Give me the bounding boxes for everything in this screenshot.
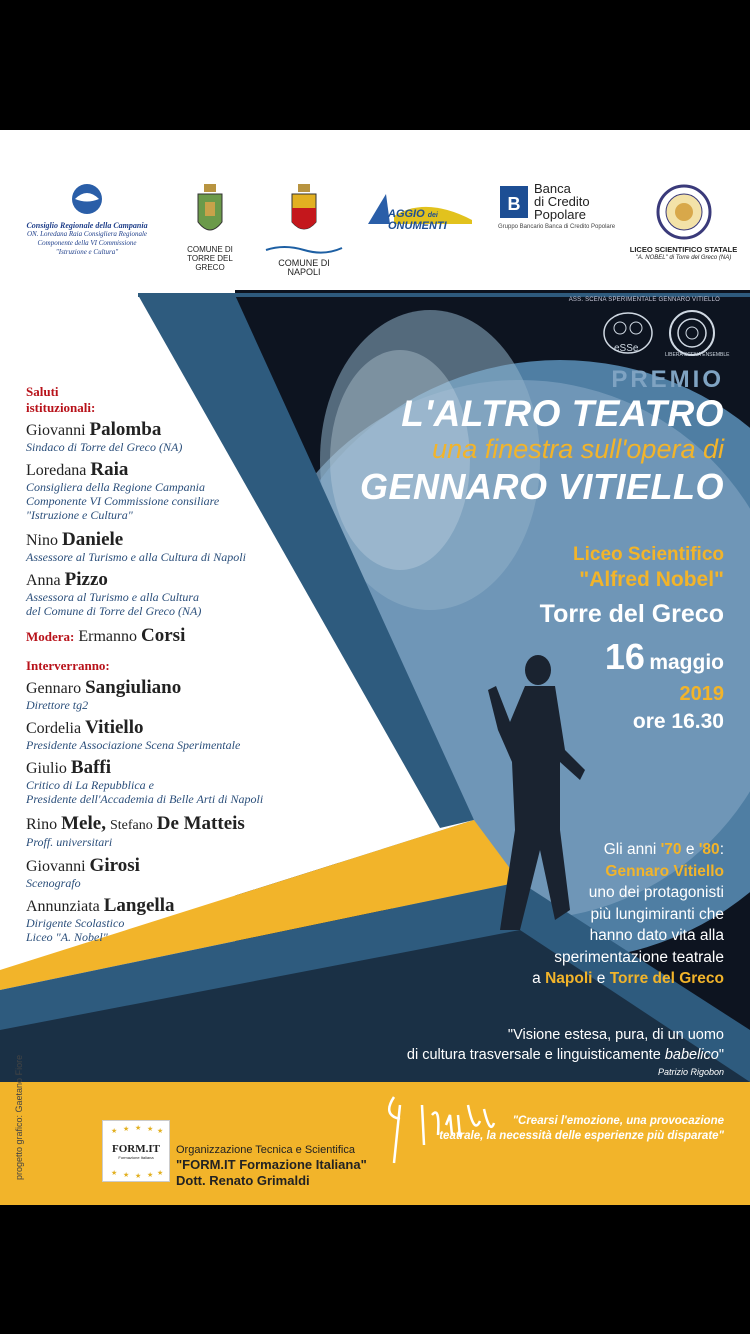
svg-text:★: ★ [147,1125,154,1133]
logo-comune-napoli [262,182,346,277]
logo-consiglio-line2: ON. Loredana Raia Consigliera Regionale [26,230,148,238]
date-year: 2019 [679,683,724,705]
speaker-raia: Loredana Raia Consigliera della Regione Campania Componente VI Commissione consiliare "Istruzione e Cultura" [26,459,220,522]
svg-text:★: ★ [123,1171,130,1179]
napoli-wave-icon [264,244,344,254]
assoc-header: ASS. SCENA SPERIMENTALE GENNARO VITIELLO [568,297,720,303]
svg-text:★: ★ [111,1127,118,1135]
napoli-coat-of-arms-icon [289,182,319,236]
date-month: maggio [649,651,724,674]
speaker-langella: Annunziata Langella Dirigente Scolastico Liceo "A. Nobel" [26,895,175,944]
svg-text:★: ★ [147,1171,154,1179]
interverranno-label: Interverranno: [26,658,110,673]
logo-liceo-nobel [626,184,741,263]
logo-banca-credito-popolare [498,182,616,230]
liceo-seal-icon [656,184,712,240]
desc-line7: a Napoli e Torre del Greco [532,970,724,987]
logo-maggio-monumenti [366,186,474,235]
title-subtitle: una finestra sull'opera di [432,434,724,464]
title-name: GENNARO VITIELLO [359,466,724,507]
formit-logo [102,1120,170,1182]
logo-consiglio-regionale [22,182,152,257]
saluti-label: Saluti istituzionali: [26,384,96,415]
logo-banca-line3: Popolare [534,207,587,222]
logo-banca-line2: di Credito [534,194,590,209]
venue-city: Torre del Greco [539,600,724,628]
design-credit: progetto grafico: Gaetano Fiore [14,1054,24,1180]
speaker-pizzo: Anna Pizzo Assessora al Turismo e alla Cultura del Comune di Torre del Greco (NA) [26,569,202,618]
campania-emblem-icon [67,182,107,216]
logo-napoli-caption: COMUNE DI NAPOLI [278,258,330,277]
speaker-sangiuliano: Gennaro Sangiuliano Direttore tg2 [26,677,182,712]
desc-line1: Gli anni '70 e '80: [603,841,724,858]
svg-text:★: ★ [157,1169,164,1177]
logo-liceo-line1: LICEO SCIENTIFICO STATALE [629,245,738,254]
speaker-baffi: Giulio Baffi Critico di La Repubblica e Presidente dell'Accademia di Belle Arti di Napoli [26,757,264,806]
desc-line2: Gennaro Vitiello [605,862,724,880]
logo-banca-line1: Banca [534,181,571,196]
quote-rigobon: "Visione estesa, pura, di un uomo di cultura trasversale e linguisticamente babelico" Patrizio Rigobon [406,1027,724,1077]
logo-maggio-text: AGGIO dei ONUMENTI [388,208,447,232]
desc-line5: hanno dato vita alla [589,927,724,944]
svg-text:★: ★ [111,1169,118,1177]
assoc-libera: LIBERA SCENA ENSEMBLE [665,352,730,358]
date-time: ore 16.30 [632,710,724,733]
venue-line2: "Alfred Nobel" [579,568,724,591]
speaker-girosi: Giovanni Girosi Scenografo [26,855,140,890]
logo-consiglio-line3: Componente della VI Commissione [37,239,137,247]
logo-consiglio-line4: "Istruzione e Cultura" [55,248,119,256]
svg-text:★: ★ [135,1172,142,1180]
formit-logo-text: FORM.IT [112,1143,160,1155]
assoc-esse: eSSe [614,343,639,354]
desc-line3: uno dei protagonisti [588,884,724,901]
moderator: Modera: Ermanno Corsi [26,625,186,646]
svg-text:★: ★ [123,1125,130,1133]
poster [0,130,750,1205]
banca-tower-icon [498,182,530,220]
date-day-month [605,636,724,678]
speaker-daniele: Nino Daniele Assessore al Turismo e alla Cultura di Napoli [26,529,246,564]
title-premio: PREMIO [611,366,724,393]
logo-liceo-line2: "A. NOBEL" di Torre del Greco (NA) [635,255,732,261]
logo-torre-line2: TORRE DEL GRECO [187,254,233,272]
venue-line1: Liceo Scientifico [573,544,724,565]
organizer-block: Organizzazione Tecnica e Scientifica "FORM.IT Formazione Italiana" Dott. Renato Grimaldi [176,1144,367,1188]
formit-logo-sub: Formazione Italiana [118,1155,154,1160]
description-block [532,839,724,990]
title-main: L'ALTRO TEATRO [401,393,724,434]
svg-text:★: ★ [157,1127,164,1135]
date-day: 16 [604,636,645,677]
desc-line4: più lungimiranti che [590,905,724,923]
desc-line6: sperimentazione teatrale [554,948,724,966]
speaker-mele-dematteis: Rino Mele, Stefano De Matteis Proff. universitari [26,813,245,849]
svg-text:★: ★ [135,1124,142,1132]
speaker-vitiello: Cordelia Vitiello Presidente Associazione Scena Sperimentale [26,717,241,752]
logo-comune-torre [178,182,242,272]
quote-vitiello: "Crearsi l'emozione, una provocazione teatrale, la necessità delle esperienze più disparate" [439,1115,724,1142]
svg-text:B: B [507,194,521,214]
logo-consiglio-line1: Consiglio Regionale della Campania [26,221,148,230]
speaker-palomba: Giovanni Palomba Sindaco di Torre del Greco (NA) [26,419,183,454]
torre-coat-of-arms-icon [195,182,225,240]
logo-banca-sub: Gruppo Bancario Banca di Credito Popolare [498,224,616,230]
logo-torre-line1: COMUNE DI [187,245,233,254]
